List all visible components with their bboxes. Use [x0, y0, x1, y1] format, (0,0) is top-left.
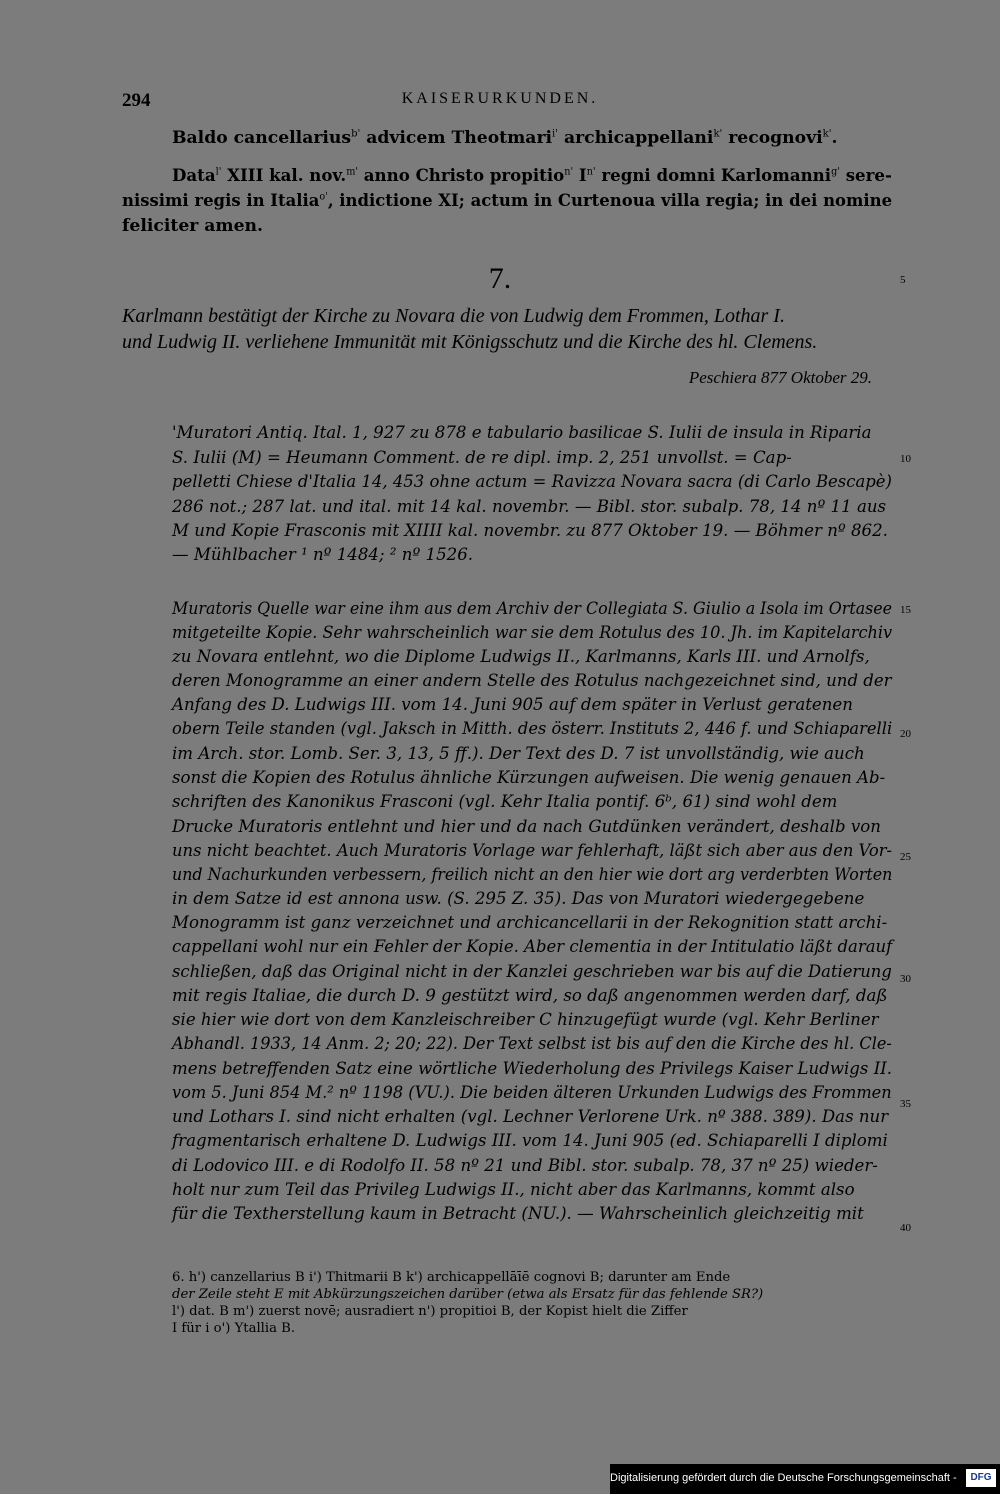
- footnote-line: I für i o') Ytallia B.: [172, 1321, 296, 1336]
- source-line: 286 not.; 287 lat. und ital. mit 14 kal. novembr. — Bibl. stor. subalp. 78, 14 nº 11 aus: [172, 497, 887, 516]
- date-place: Peschiera 877 Oktober 29.: [688, 368, 872, 387]
- commentary-line: Muratoris Quelle war eine ihm aus dem Archiv der Collegiata S. Giulio a Isola im Ortasee: [172, 599, 893, 618]
- source-line: pelletti Chiese d'Italia 14, 453 ohne actum = Ravizza Novara sacra (di Carlo Bescapè): [172, 472, 892, 491]
- commentary-line: Drucke Muratoris entlehnt und hier und da nach Gutdünken verändert, deshalb von: [172, 817, 881, 836]
- commentary-line: vom 5. Juni 854 M.² nº 1198 (VU.). Die beiden älteren Urkunden Ludwigs des Frommen: [172, 1083, 892, 1102]
- line-number: 25: [900, 851, 911, 863]
- line-number: 15: [900, 604, 911, 616]
- source-line: 'Muratori Antiq. Ital. 1, 927 zu 878 e tabulario basilicae S. Iulii de insula in Riparia: [172, 423, 872, 442]
- commentary-line: Abhandl. 1933, 14 Anm. 2; 20; 22). Der Text selbst ist bis auf den die Kirche des hl. Cle-: [172, 1034, 892, 1053]
- commentary-line: sie hier wie dort von dem Kanzleischreiber C hinzugefügt wurde (vgl. Kehr Berliner: [172, 1010, 879, 1029]
- line-number: 5: [900, 274, 906, 286]
- commentary-line: di Lodovico III. e di Rodolfo II. 58 nº 21 und Bibl. stor. subalp. 78, 37 nº 25) wieder-: [172, 1156, 878, 1175]
- commentary-line: zu Novara entlehnt, wo die Diplome Ludwigs II., Karlmanns, Karls III. und Arnolfs,: [172, 647, 870, 666]
- line-number: 20: [900, 728, 911, 740]
- footer-text: Digitalisierung gefördert durch die Deutsche Forschungsgemeinschaft -: [610, 1472, 957, 1484]
- text-line: Baldo cancellarius$^{b'}$ advicem Theotmari$^{i'}$ archicappellani$^{k'}$ recognovi$^{k'}$.: [172, 128, 838, 148]
- commentary-line: und Nachurkunden verbessern, freilich nicht an den hier wie dort arg verderbten Worten: [172, 865, 893, 884]
- line-number: 10: [900, 453, 911, 465]
- commentary-line: für die Textherstellung kaum in Betracht (NU.). — Wahrscheinlich gleichzeitig mit: [172, 1204, 864, 1223]
- regest-line: und Ludwig II. verliehene Immunität mit Königsschutz und die Kirche des hl. Clemens.: [122, 331, 818, 353]
- commentary-line: deren Monogramme an einer andern Stelle des Rotulus nachgezeichnet sind, und der: [172, 671, 892, 690]
- text-line: Data$^{l'}$ XIII kal. nov.$^{m'}$ anno Christo propitio$^{n'}$ $I^{n'}$ regni domni Karlomanni$^{g'}$ sere-: [172, 166, 892, 186]
- commentary-line: mens betreffenden Satz eine wörtliche Wiederholung des Privilegs Kaiser Ludwigs II.: [172, 1059, 893, 1078]
- commentary-line: sonst die Kopien des Rotulus ähnliche Kürzungen aufweisen. Die wenig genauen Ab-: [172, 768, 886, 787]
- commentary-line: schließen, daß das Original nicht in der Kanzlei geschrieben war bis auf die Datierung: [172, 962, 892, 981]
- source-line: M und Kopie Frasconis mit XIIII kal. novembr. zu 877 Oktober 19. — Böhmer nº 862.: [172, 521, 888, 540]
- line-number: 30: [900, 973, 911, 985]
- dfg-logo-icon: DFG: [966, 1469, 996, 1487]
- commentary-line: mitgeteilte Kopie. Sehr wahrscheinlich war sie dem Rotulus des 10. Jh. im Kapitelarchiv: [172, 623, 893, 642]
- footnote-line: 6. h') canzellarius B i') Thitmarii B k') archicappellāīē cognovi B; darunter am Ende: [172, 1270, 731, 1285]
- commentary-line: und Lothars I. sind nicht erhalten (vgl. Lechner Verlorene Urk. nº 388. 389). Das nur: [172, 1107, 889, 1126]
- line-number: 40: [900, 1222, 911, 1234]
- source-line: — Mühlbacher ¹ nº 1484; ² nº 1526.: [172, 545, 474, 564]
- running-head: KAISERURKUNDEN.: [401, 90, 599, 107]
- commentary-line: mit regis Italiae, die durch D. 9 gestützt wird, so daß angenommen werden darf, daß: [172, 986, 888, 1005]
- text-line: feliciter amen.: [122, 216, 264, 236]
- commentary-line: fragmentarisch erhaltene D. Ludwigs III. vom 14. Juni 905 (ed. Schiaparelli I diplomi: [172, 1131, 888, 1150]
- document-number: 7.: [488, 262, 512, 295]
- line-number: 35: [900, 1098, 911, 1110]
- commentary-line: cappellani wohl nur ein Fehler der Kopie. Aber clementia in der Intitulatio läßt darauf: [172, 937, 893, 956]
- page-number: 294: [122, 90, 151, 111]
- footnote-line: der Zeile steht E mit Abkürzungszeichen darüber (etwa als Ersatz für das fehlende SR?): [172, 1287, 764, 1302]
- commentary-line: Anfang des D. Ludwigs III. vom 14. Juni 905 auf dem später in Verlust geratenen: [172, 695, 853, 714]
- commentary-line: uns nicht beachtet. Auch Muratoris Vorlage war fehlerhaft, läßt sich aber aus den Vor-: [172, 841, 893, 860]
- commentary-line: holt nur zum Teil das Privileg Ludwigs II., nicht aber das Karlmanns, kommt also: [172, 1180, 855, 1199]
- commentary-line: im Arch. stor. Lomb. Ser. 3, 13, 5 ff.). Der Text des D. 7 ist unvollständig, wie auch: [172, 744, 865, 763]
- footer-bar: [610, 1464, 1000, 1494]
- commentary-line: obern Teile standen (vgl. Jaksch in Mitth. des österr. Instituts 2, 446 f. und Schiaparelli: [172, 719, 893, 738]
- footnote-line: l') dat. B m') zuerst novē; ausradiert n') propitioi B, der Kopist hielt die Ziffer: [172, 1304, 688, 1319]
- commentary-line: schriften des Kanonikus Frasconi (vgl. Kehr Italia pontif. 6ᵇ, 61) sind wohl dem: [172, 792, 838, 811]
- text-line: nissimi regis in Italia$^{o'}$, indictione XI; actum in Curtenoua villa regia; in dei nomine: [122, 191, 893, 211]
- source-line: S. Iulii (M) = Heumann Comment. de re dipl. imp. 2, 251 unvollst. = Cap-: [172, 448, 792, 467]
- commentary-line: Monogramm ist ganz verzeichnet und archicancellarii in der Rekognition statt archi-: [172, 913, 888, 932]
- commentary-line: in dem Satze id est annona usw. (S. 295 Z. 35). Das von Muratori wiedergegebene: [172, 889, 865, 908]
- regest-line: Karlmann bestätigt der Kirche zu Novara die von Ludwig dem Frommen, Lothar I.: [122, 305, 785, 327]
